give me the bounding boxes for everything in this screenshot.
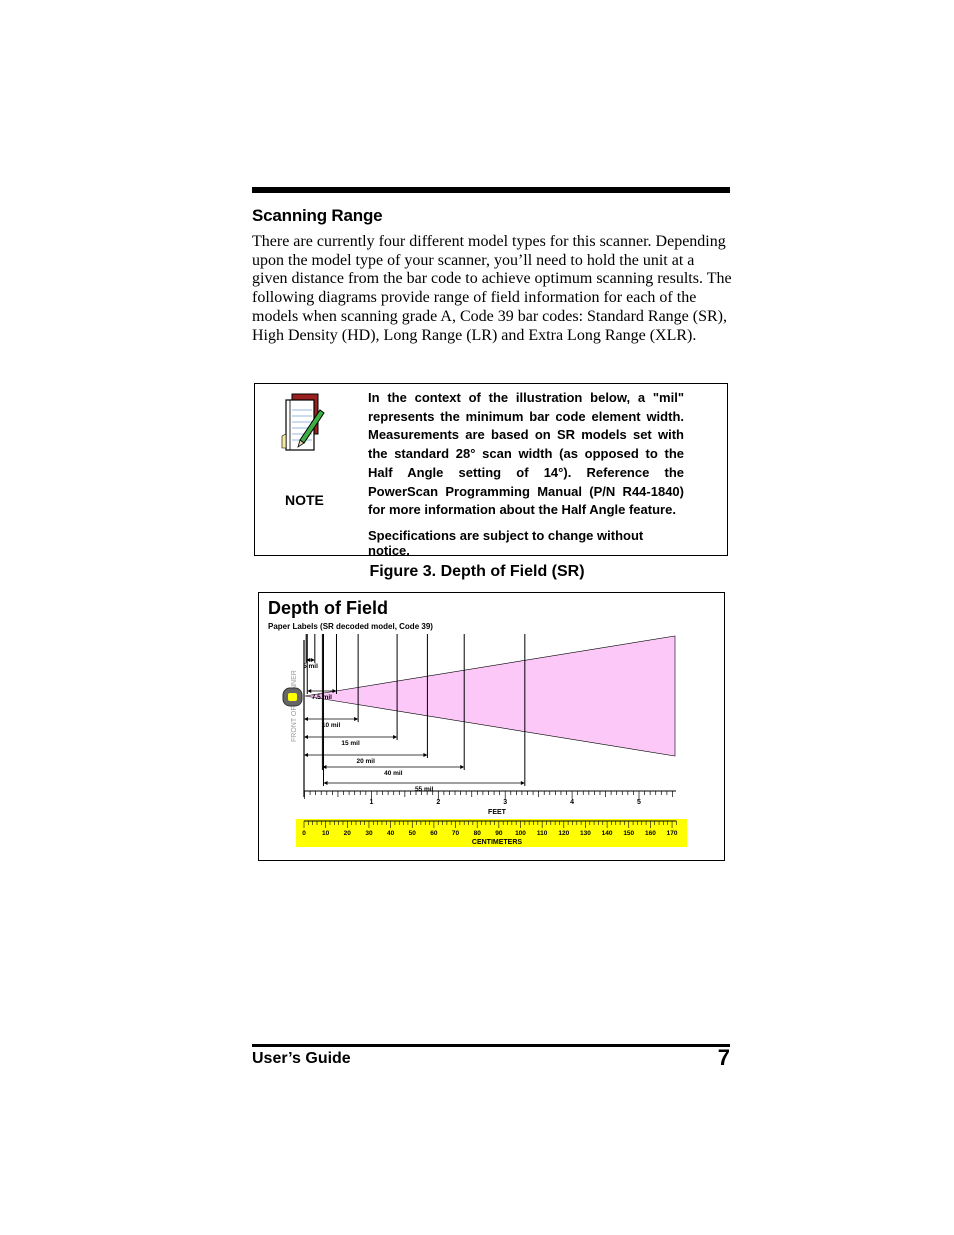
- cm-tick-label: 120: [558, 830, 570, 837]
- page-number: 7: [717, 1045, 730, 1070]
- cm-tick-label: 40: [386, 830, 395, 837]
- cm-tick-label: 100: [515, 830, 526, 837]
- range-arrow-right: [393, 735, 397, 739]
- range-label-7-5-mil: 7.5 mil: [311, 694, 332, 701]
- feet-ruler: [304, 791, 676, 806]
- feet-tick-label: 4: [570, 799, 575, 806]
- range-arrow-right: [460, 765, 464, 769]
- note-spec: Specifications are subject to change without notice.: [368, 528, 644, 558]
- range-label-5-mil: 5 mil: [303, 663, 318, 670]
- footer-guide-title: User’s Guide: [252, 1050, 351, 1067]
- cm-tick-label: 60: [430, 830, 438, 837]
- cm-tick-label: 30: [365, 830, 373, 837]
- range-arrow-right: [354, 717, 358, 721]
- cm-tick-label: 50: [408, 830, 416, 837]
- cm-tick-label: 130: [580, 830, 591, 837]
- range-arrow-left: [304, 753, 308, 757]
- notepad-pencil-icon: [280, 392, 330, 454]
- section-heading: Scanning Range: [252, 206, 383, 225]
- range-arrow-right: [311, 658, 315, 662]
- range-label-10-mil: 10 mil: [321, 722, 341, 729]
- range-arrow-right: [423, 753, 427, 757]
- cm-tick-label: 0: [302, 830, 306, 837]
- feet-axis-label: FEET: [488, 809, 506, 816]
- cm-tick-label: 160: [644, 830, 656, 837]
- range-label-20-mil: 20 mil: [356, 758, 375, 765]
- centimeter-axis-label: CENTIMETERS: [471, 839, 523, 846]
- range-arrow-left: [307, 689, 311, 693]
- cm-tick-label: 70: [451, 830, 460, 837]
- cm-tick-label: 140: [601, 830, 613, 837]
- depth-of-field-chart: [258, 592, 725, 861]
- feet-tick-label: 2: [436, 799, 441, 806]
- feet-tick-label: 1: [369, 799, 374, 806]
- range-arrow-left: [304, 735, 308, 739]
- footer-rule: [252, 1044, 730, 1047]
- range-arrow-left: [323, 781, 327, 785]
- chart-title: Depth of Field: [268, 598, 388, 618]
- cm-tick-label: 80: [473, 830, 481, 837]
- chart-subtitle: Paper Labels (SR decoded model, Code 39): [268, 622, 433, 631]
- top-rule: [252, 187, 730, 193]
- intro-paragraph: There are currently four different model types for this scanner. Depending upon the model type of your scanner, you’ll need to hold the unit at a given distance from the bar code to achieve optimum scanning results. The following diagrams provide range of field information for each of the models when scanning grade A, Code 39 bar codes: Standard Range (SR), High Density (HD), Long Range (LR) and Extra Long Range (XLR).: [252, 233, 732, 344]
- feet-tick-label: 5: [637, 799, 641, 806]
- range-arrow-left: [304, 717, 308, 721]
- scan-beam: [305, 636, 675, 756]
- range-label-55-mil: 55 mil: [414, 786, 434, 793]
- range-label-40-mil: 40 mil: [384, 770, 403, 777]
- cm-tick-label: 170: [666, 830, 678, 837]
- cm-tick-label: 150: [623, 830, 635, 837]
- range-arrow-right: [521, 781, 525, 785]
- scanner-window-icon: [283, 688, 302, 706]
- cm-tick-label: 20: [343, 830, 351, 837]
- note-label: NOTE: [285, 492, 324, 508]
- range-label-15-mil: 15 mil: [341, 740, 360, 747]
- figure-caption: Figure 3. Depth of Field (SR): [369, 563, 585, 580]
- cm-tick-label: 10: [322, 830, 330, 837]
- cm-tick-label: 90: [495, 830, 503, 837]
- note-text: In the context of the illustration below, a "mil" represents the minimum bar code element width. Measurements are based on SR models set with the standard 28° scan width (as opposed to the Half Angle setting of 14°). Reference the PowerScan Programming Manual (P/N R44-1840) for more information about the Half Angle feature.: [368, 390, 684, 518]
- feet-tick-label: 3: [503, 799, 508, 806]
- cm-tick-label: 110: [536, 830, 548, 837]
